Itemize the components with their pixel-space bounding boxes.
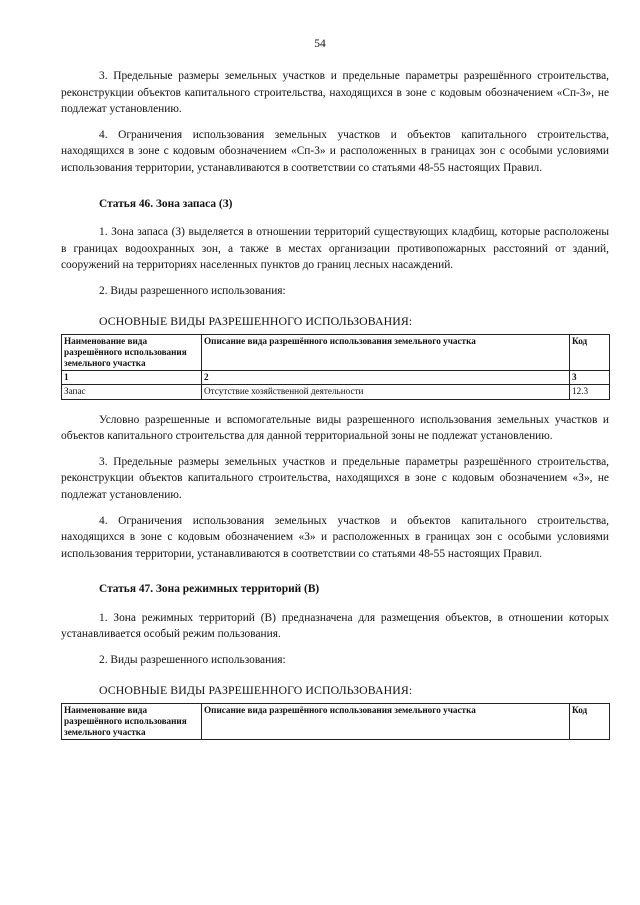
index-cell: 3 bbox=[570, 371, 610, 385]
paragraph-zone-v-definition: 1. Зона режимных территорий (В) предназначена для размещения объектов, в отношении которых устанавливается особый режим пользования. bbox=[61, 611, 609, 641]
table-row bbox=[62, 385, 610, 399]
paragraph-restrictions-sp3: 4. Ограничения использования земельных участков и объектов капитального строительства, находящихся в зоне с кодовым обозначением «Сп-3» и расположенных в границах зон с особыми условиями использования территории, устанавливаются в соответствии со статьями 48-55 настоящих Правил. bbox=[61, 128, 609, 174]
uses-table-zone-v bbox=[61, 703, 610, 741]
paragraph-conditional-uses: Условно разрешенные и вспомогательные виды разрешенного использования земельных участков и объектов капитального строительства для данной территориальной зоны не подлежат установлению. bbox=[61, 413, 609, 443]
page-content bbox=[61, 68, 609, 740]
paragraph-restrictions-z: 4. Ограничения использования земельных участков и объектов капитального строительства, находящихся в зоне с кодовым обозначением «З» и расположенных в границах зон с особыми условиями использования территории, устанавливаются в соответствии со статьями 48-55 настоящих Правил. bbox=[61, 514, 609, 560]
header-description: Описание вида разрешённого использования земельного участка bbox=[202, 703, 570, 740]
paragraph-limits-z: 3. Предельные размеры земельных участков и предельные параметры разрешённого строительства, реконструкции объектов капитального строительства, находящихся в зоне с кодовым обозначением «З», не подлежат установлению. bbox=[61, 455, 609, 501]
table-1-title: ОСНОВНЫЕ ВИДЫ РАЗРЕШЕННОГО ИСПОЛЬЗОВАНИЯ: bbox=[99, 313, 413, 328]
header-name: Наименование вида разрешённого использования земельного участка bbox=[62, 703, 202, 740]
paragraph-zone-z-definition: 1. Зона запаса (З) выделяется в отношении территорий существующих кладбищ, которые расположены в границах водоохранных зон, а также в местах организации противопожарных расстояний от зданий, сооружений на территориях населенных пунктов до границ лесных насаждений. bbox=[61, 226, 609, 272]
article-47-heading: Статья 47. Зона режимных территорий (В) bbox=[99, 583, 320, 596]
paragraph-limits-sp3: 3. Предельные размеры земельных участков и предельные параметры разрешённого строительства, реконструкции объектов капитального строительства, находящихся в зоне с кодовым обозначением «Сп-3», не подлежат установлению. bbox=[61, 70, 609, 116]
article-46-heading: Статья 46. Зона запаса (З) bbox=[99, 197, 233, 210]
header-name: Наименование вида разрешённого использования земельного участка bbox=[62, 334, 202, 371]
header-code: Код bbox=[570, 703, 610, 740]
header-code: Код bbox=[570, 334, 610, 371]
table-header-row bbox=[62, 334, 610, 371]
index-cell: 1 bbox=[62, 371, 202, 385]
page-number: 54 bbox=[314, 38, 326, 50]
paragraph-allowed-uses-v: 2. Виды разрешенного использования: bbox=[99, 654, 286, 667]
cell-code: 12.3 bbox=[570, 385, 610, 399]
cell-name: Запас bbox=[62, 385, 202, 399]
table-header-row bbox=[62, 703, 610, 740]
table-index-row bbox=[62, 371, 610, 385]
paragraph-allowed-uses: 2. Виды разрешенного использования: bbox=[99, 284, 286, 297]
table-2-title: ОСНОВНЫЕ ВИДЫ РАЗРЕШЕННОГО ИСПОЛЬЗОВАНИЯ: bbox=[99, 682, 413, 697]
cell-description: Отсутствие хозяйственной деятельности bbox=[202, 385, 570, 399]
index-cell: 2 bbox=[202, 371, 570, 385]
uses-table-zone-z bbox=[61, 334, 610, 400]
header-description: Описание вида разрешённого использования земельного участка bbox=[202, 334, 570, 371]
